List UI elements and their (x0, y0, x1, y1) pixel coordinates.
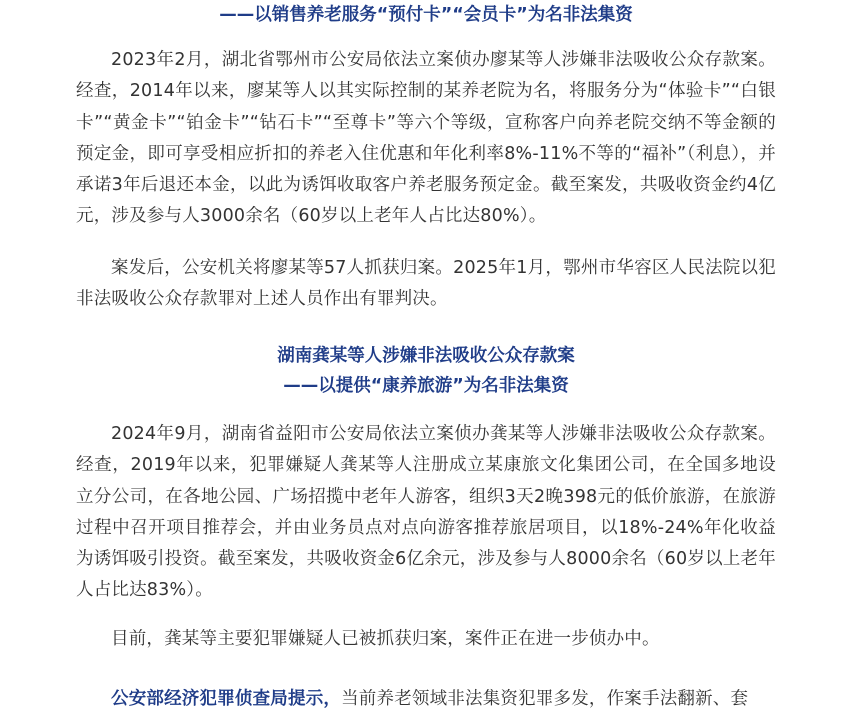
notice-paragraph (76, 684, 776, 715)
case2-subtitle: ——以提供“康养旅游”为名非法集资 (283, 376, 569, 396)
notice-text: 当前养老领域非法集资犯罪多发，作案手法翻新、套 (341, 689, 749, 709)
case2-title: 湖南龚某等人涉嫌非法吸收公众存款案 (277, 346, 575, 366)
case2-paragraph-1: 2024年9月，湖南省益阳市公安局依法立案侦办龚某等人涉嫌非法吸收公众存款案。经查，2019年以来，犯罪嫌疑人龚某等人注册成立某康旅文化集团公司，在全国多地设立分公司，在各地公园、广场招揽中老年人游客，组织3天2晚398元的低价旅游，在旅游过程中召开项目推荐会，并由业务员点对点向游客推荐旅居项目，以18%-24%年化收益为诱饵吸引投资。截至案发，共吸收资金6亿余元，涉及参与人8000余名（60岁以上老年人占比达83%）。 (76, 424, 776, 601)
case1-paragraph-2: 案发后，公安机关将廖某等57人抓获归案。2025年1月，鄂州市华容区人民法院以犯非法吸收公众存款罪对上述人员作出有罪判决。 (76, 258, 776, 310)
notice-lead: 公安部经济犯罪侦查局提示， (111, 689, 342, 709)
case1-subtitle: ——以销售养老服务“预付卡”“会员卡”为名非法集资 (219, 5, 633, 25)
case2-paragraph-2: 目前，龚某等主要犯罪嫌疑人已被抓获归案，案件正在进一步侦办中。 (111, 629, 660, 649)
case1-paragraph-1: 2023年2月，湖北省鄂州市公安局依法立案侦办廖某等人涉嫌非法吸收公众存款案。经查，2014年以来，廖某等人以其实际控制的某养老院为名，将服务分为“体验卡”“白银卡”“黄金卡”“铂金卡”“钻石卡”“至尊卡”等六个等级，宣称客户向养老院交纳不等金额的预定金，即可享受相应折扣的养老入住优惠和年化利率8%-11%不等的“福补”（利息），并承诺3年后退还本金，以此为诱饵收取客户养老服务预定金。截至案发，共吸收资金约4亿元，涉及参与人3000余名（60岁以上老年人占比达80%）。 (76, 50, 776, 227)
